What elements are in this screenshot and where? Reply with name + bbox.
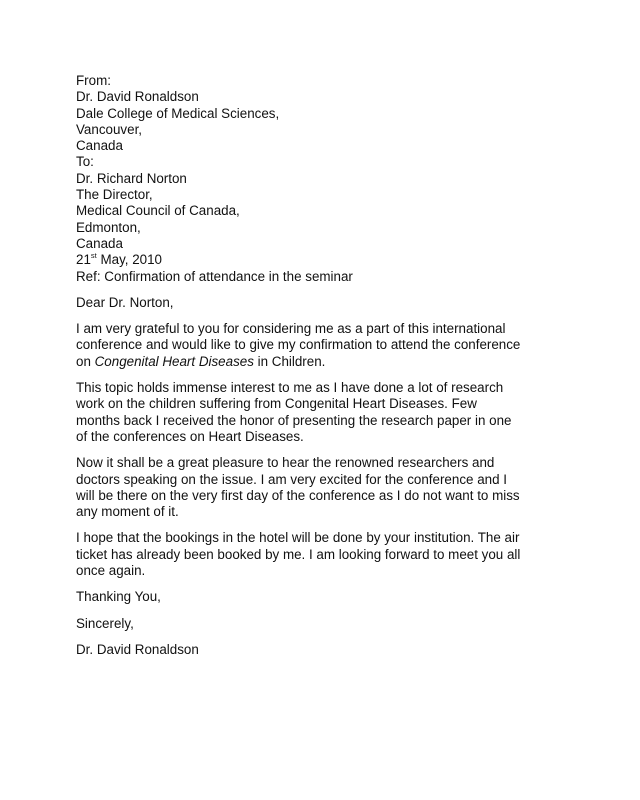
recipient-name: Dr. Richard Norton	[76, 170, 187, 186]
recipient-city: Edmonton,	[76, 219, 141, 235]
date-day: 21	[76, 252, 91, 268]
sender-organization: Dale College of Medical Sciences,	[76, 105, 280, 121]
signature-name: Dr. David Ronaldson	[76, 641, 199, 657]
paragraph-line: of the conferences on Heart Diseases.	[76, 428, 304, 444]
paragraph-line: work on the children suffering from Congenital Heart Diseases. Few	[76, 396, 477, 412]
from-label: From:	[76, 73, 111, 88]
sender-city: Vancouver,	[76, 121, 143, 137]
paragraph-line: will be there on the very first day of the conference as I do not want to miss	[76, 487, 520, 503]
italic-disease-name: Congenital Heart Diseases	[94, 353, 254, 369]
paragraph-line: any moment of it.	[76, 504, 179, 520]
recipient-country: Canada	[76, 235, 123, 251]
date-rest: May, 2010	[96, 252, 163, 268]
reference-line: Ref: Confirmation of attendance in the seminar	[76, 268, 353, 284]
thanking-line: Thanking You,	[76, 589, 161, 605]
salutation: Dear Dr. Norton,	[76, 294, 174, 310]
valediction: Sincerely,	[76, 615, 134, 631]
paragraph-1	[76, 321, 576, 370]
paragraph-line: conference and would like to give my confirmation to attend the conference	[76, 337, 521, 353]
recipient-organization: Medical Council of Canada,	[76, 203, 240, 219]
paragraph-4	[76, 530, 576, 579]
sender-country: Canada	[76, 138, 123, 154]
paragraph-line: doctors speaking on the issue. I am very excited for the conference and I	[76, 471, 507, 487]
to-label: To:	[76, 154, 94, 170]
letter-page	[76, 73, 576, 658]
paragraph-line: I hope that the bookings in the hotel will be done by your institution. The air	[76, 530, 520, 546]
paragraph-line: Now it shall be a great pleasure to hear the renowned researchers and	[76, 455, 495, 471]
paragraph-line: months back I received the honor of presenting the research paper in one	[76, 412, 512, 428]
paragraph-line: I am very grateful to you for considering me as a part of this international	[76, 321, 506, 337]
text-run: in Children.	[253, 353, 326, 369]
paragraph-3	[76, 455, 576, 520]
sender-name: Dr. David Ronaldson	[76, 89, 199, 105]
text-run: on	[76, 353, 95, 369]
date-suffix: st	[90, 250, 97, 260]
paragraph-line	[76, 354, 576, 370]
paragraph-line: ticket has already been booked by me. I am looking forward to meet you all	[76, 546, 521, 562]
paragraph-line: This topic holds immense interest to me as I have done a lot of research	[76, 380, 504, 396]
recipient-title: The Director,	[76, 187, 153, 203]
paragraph-2	[76, 380, 576, 445]
letter-date	[76, 252, 576, 268]
paragraph-line: once again.	[76, 563, 146, 579]
letter-header	[76, 73, 576, 285]
